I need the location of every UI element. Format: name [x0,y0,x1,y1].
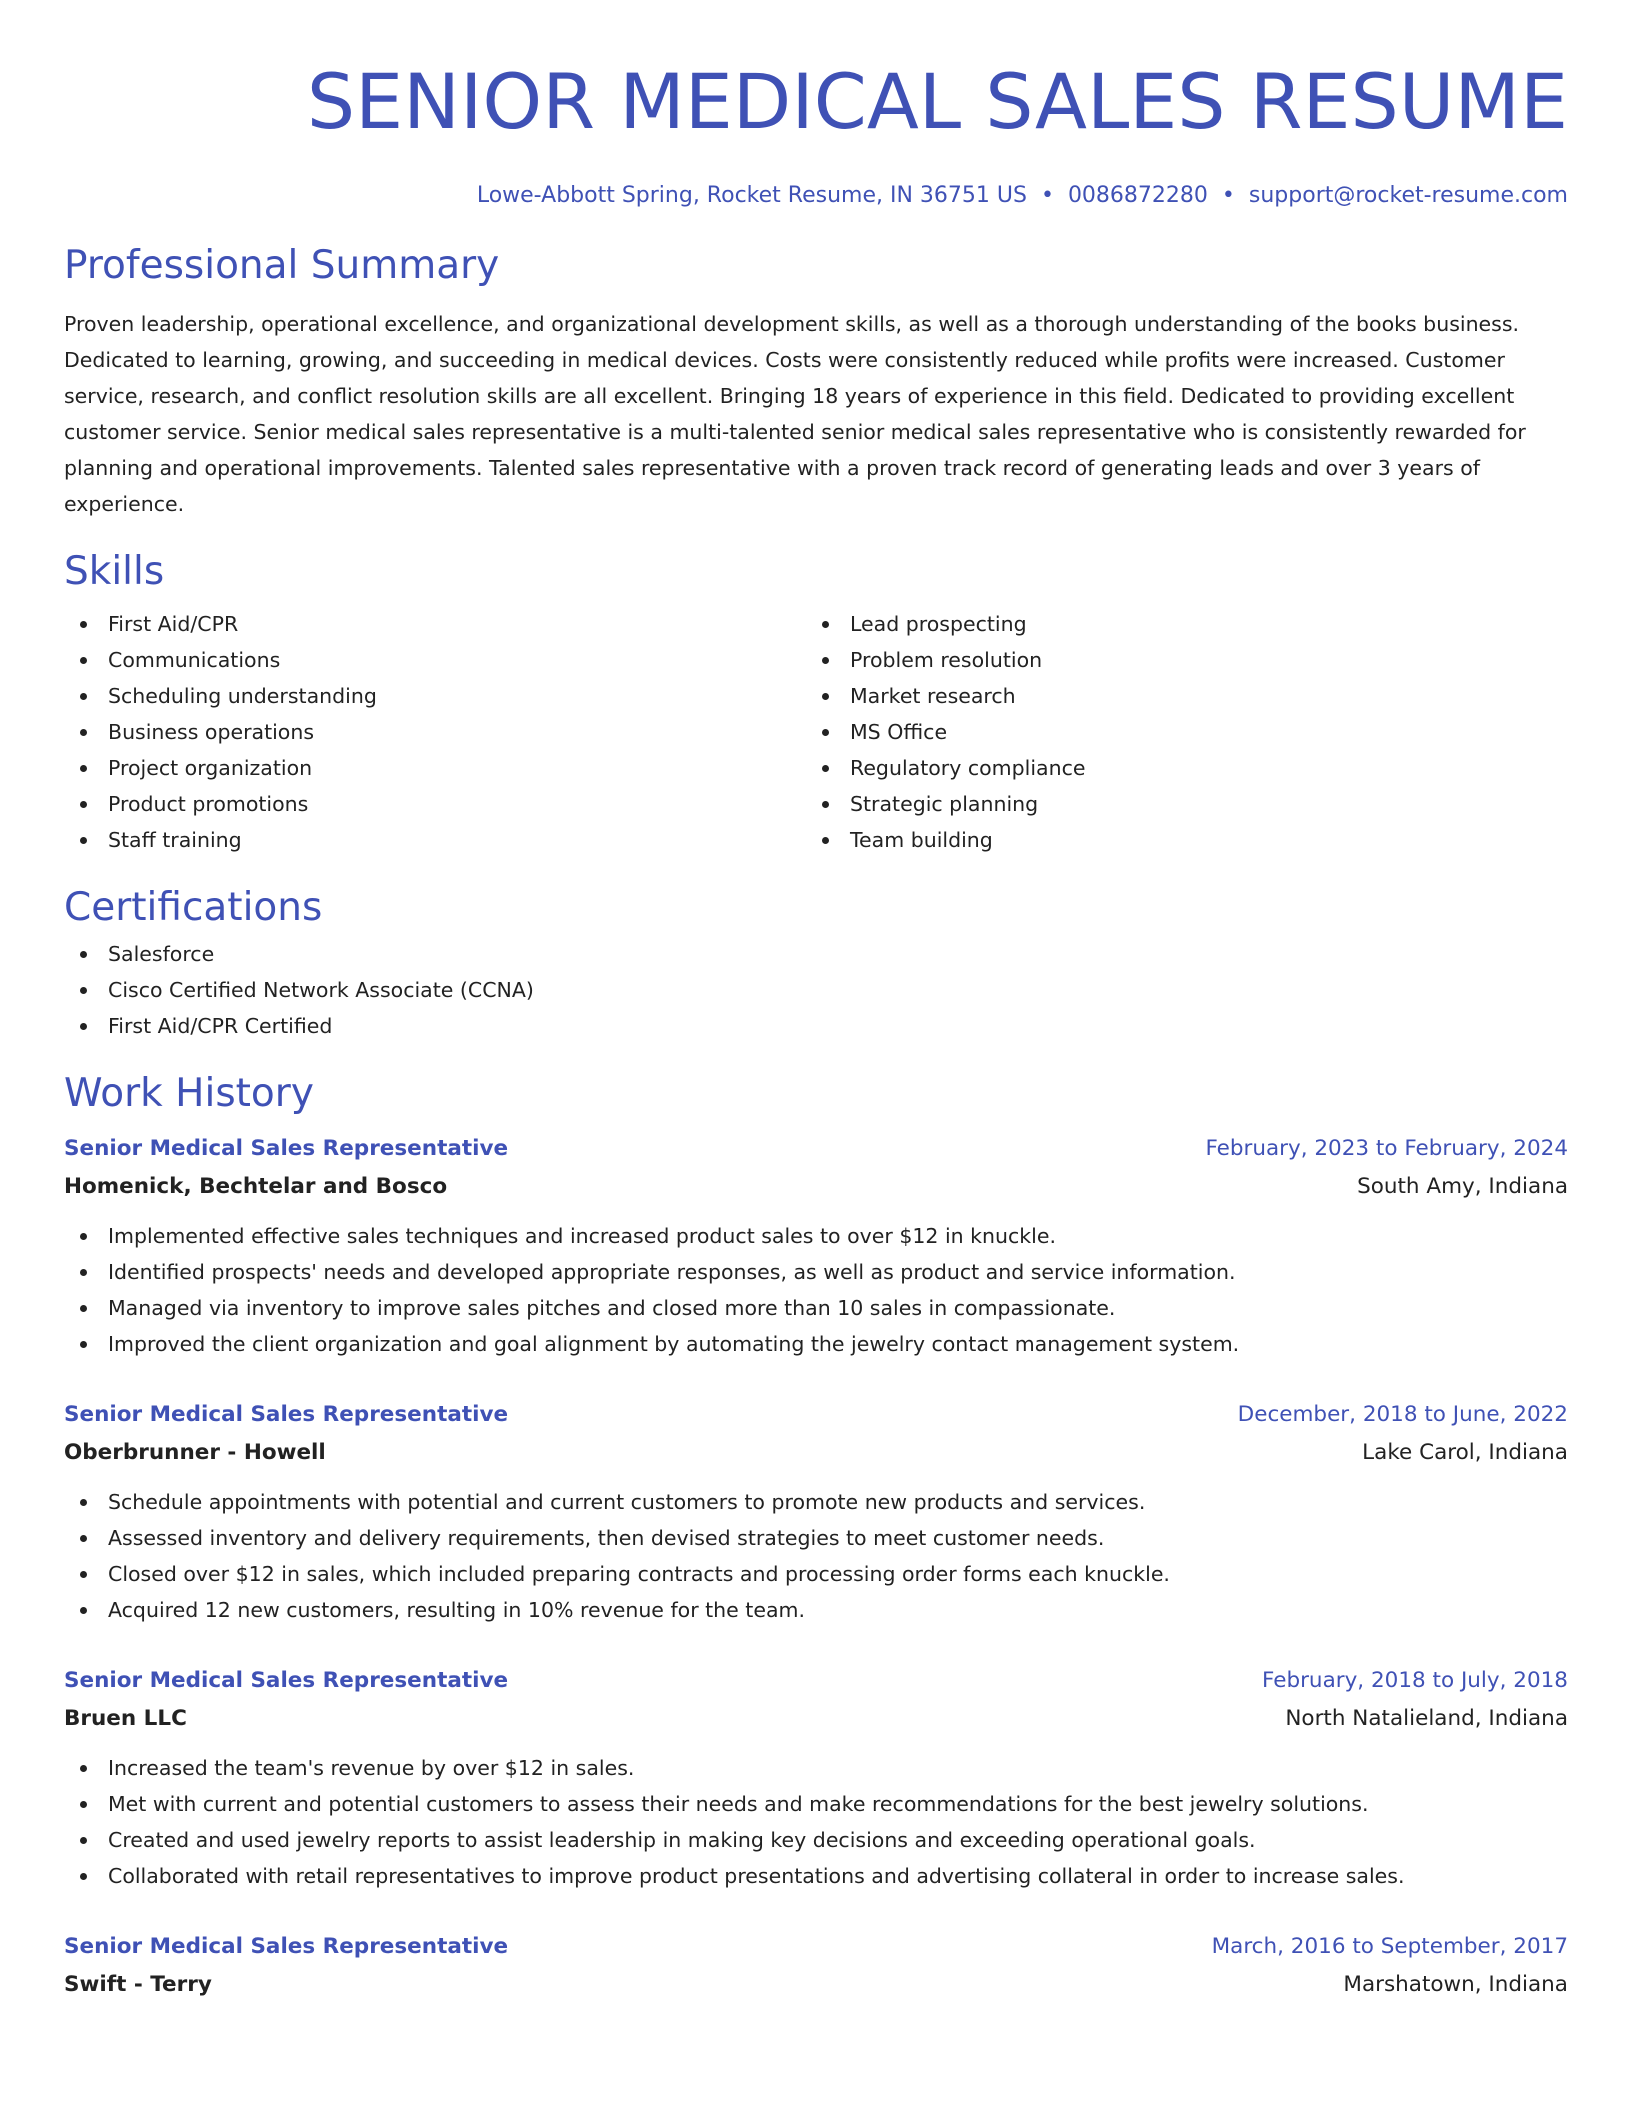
skills-list-right [806,606,1548,858]
job-bullet: Created and used jewelry reports to assist leadership in making key decisions and exceeding operational goals. [64,1822,1568,1858]
contact-line [64,180,1568,212]
job-bullet: Acquired 12 new customers, resulting in 10% revenue for the team. [64,1592,1568,1628]
job-title: Senior Medical Sales Representative [64,1934,509,1959]
skill-item: Lead prospecting [806,606,1548,642]
skill-item: Product promotions [64,786,806,822]
job-bullet: Met with current and potential customers to assess their needs and make recommendations for the best jewelry solutions. [64,1786,1568,1822]
resume-title: SENIOR MEDICAL SALES RESUME [306,57,1568,146]
skill-item: Problem resolution [806,642,1548,678]
job-header-row [64,1130,1568,1168]
contact-separator: • [1221,183,1235,208]
job-bullet: Schedule appointments with potential and current customers to promote new products and services. [64,1484,1568,1520]
skills-heading: Skills [64,549,165,594]
contact-address: Lowe-Abbott Spring, Rocket Resume, IN 36751 US [476,183,1027,208]
skill-item: Market research [806,678,1548,714]
job-bullet: Managed via inventory to improve sales pitches and closed more than 10 sales in compassionate. [64,1290,1568,1326]
skill-item: Strategic planning [806,786,1548,822]
job-company-row [64,1700,1568,1738]
certification-item: Salesforce [64,936,1568,972]
skills-list-left [64,606,806,858]
work-history-heading: Work History [64,1071,314,1116]
job-company: Swift - Terry [64,1972,212,1997]
summary-text: Proven leadership, operational excellence, and organizational development skills, as well as a thorough understanding of the books business. Dedicated to learning, growing, and succeeding in medical devices. Costs were consistently reduced while profits were increased. Customer service, research, and conflict resolution skills are all excellent. Bringing 18 years of experience in this field. Dedicated to providing excellent customer service. Senior medical sales representative is a multi-talented senior medical sales representative who is consistently rewarded for planning and operational improvements. Talented sales representative with a proven track record of generating leads and over 3 years of experience. [64,312,1526,516]
job-header-row [64,1928,1568,1966]
certification-item: Cisco Certified Network Associate (CCNA) [64,972,1568,1008]
skill-item: Business operations [64,714,806,750]
contact-email[interactable]: support@rocket-resume.com [1248,183,1568,208]
contact-separator: • [1040,183,1054,208]
job-bullets [64,1484,1568,1628]
job-title: Senior Medical Sales Representative [64,1136,509,1161]
job-company-row [64,1434,1568,1472]
skill-item: Regulatory compliance [806,750,1548,786]
job-company: Bruen LLC [64,1706,187,1731]
skill-item: Communications [64,642,806,678]
job-title: Senior Medical Sales Representative [64,1402,509,1427]
job-location: Lake Carol, Indiana [1362,1440,1568,1465]
job-bullet: Collaborated with retail representatives to improve product presentations and advertising collateral in order to increase sales. [64,1858,1568,1894]
job-bullets [64,1218,1568,1362]
certifications-heading: Certifications [64,885,323,930]
job-company: Homenick, Bechtelar and Bosco [64,1174,448,1199]
certifications-list [64,936,1568,1044]
job-entry [64,1928,1568,2004]
job-bullet: Identified prospects' needs and developed appropriate responses, as well as product and service information. [64,1254,1568,1290]
job-location: North Natalieland, Indiana [1285,1706,1568,1731]
skill-item: Scheduling understanding [64,678,806,714]
resume-page [64,0,1568,2004]
contact-phone: 0086872280 [1067,183,1208,208]
job-dates: March, 2016 to September, 2017 [1211,1934,1568,1959]
skills-column-right [806,606,1548,858]
skill-item: First Aid/CPR [64,606,806,642]
job-company: Oberbrunner - Howell [64,1440,326,1465]
job-header-row [64,1662,1568,1700]
job-title: Senior Medical Sales Representative [64,1668,509,1693]
job-dates: December, 2018 to June, 2022 [1237,1402,1568,1427]
skill-item: MS Office [806,714,1548,750]
job-dates: February, 2023 to February, 2024 [1205,1136,1568,1161]
job-entry [64,1396,1568,1628]
skill-item: Staff training [64,822,806,858]
job-company-row [64,1168,1568,1206]
job-dates: February, 2018 to July, 2018 [1262,1668,1568,1693]
skills-columns [64,606,1568,858]
job-bullet: Assessed inventory and delivery requirements, then devised strategies to meet customer needs. [64,1520,1568,1556]
job-entry [64,1130,1568,1362]
job-location: South Amy, Indiana [1357,1174,1568,1199]
job-bullet: Increased the team's revenue by over $12 in sales. [64,1750,1568,1786]
job-bullet: Closed over $12 in sales, which included preparing contracts and processing order forms each knuckle. [64,1556,1568,1592]
summary-heading: Professional Summary [64,243,500,288]
job-bullet: Implemented effective sales techniques and increased product sales to over $12 in knuckle. [64,1218,1568,1254]
job-bullets [64,1750,1568,1894]
skill-item: Team building [806,822,1548,858]
certification-item: First Aid/CPR Certified [64,1008,1568,1044]
job-bullet: Improved the client organization and goal alignment by automating the jewelry contact management system. [64,1326,1568,1362]
job-company-row [64,1966,1568,2004]
skill-item: Project organization [64,750,806,786]
job-entry [64,1662,1568,1894]
skills-column-left [64,606,806,858]
job-location: Marshatown, Indiana [1343,1972,1568,1997]
job-header-row [64,1396,1568,1434]
